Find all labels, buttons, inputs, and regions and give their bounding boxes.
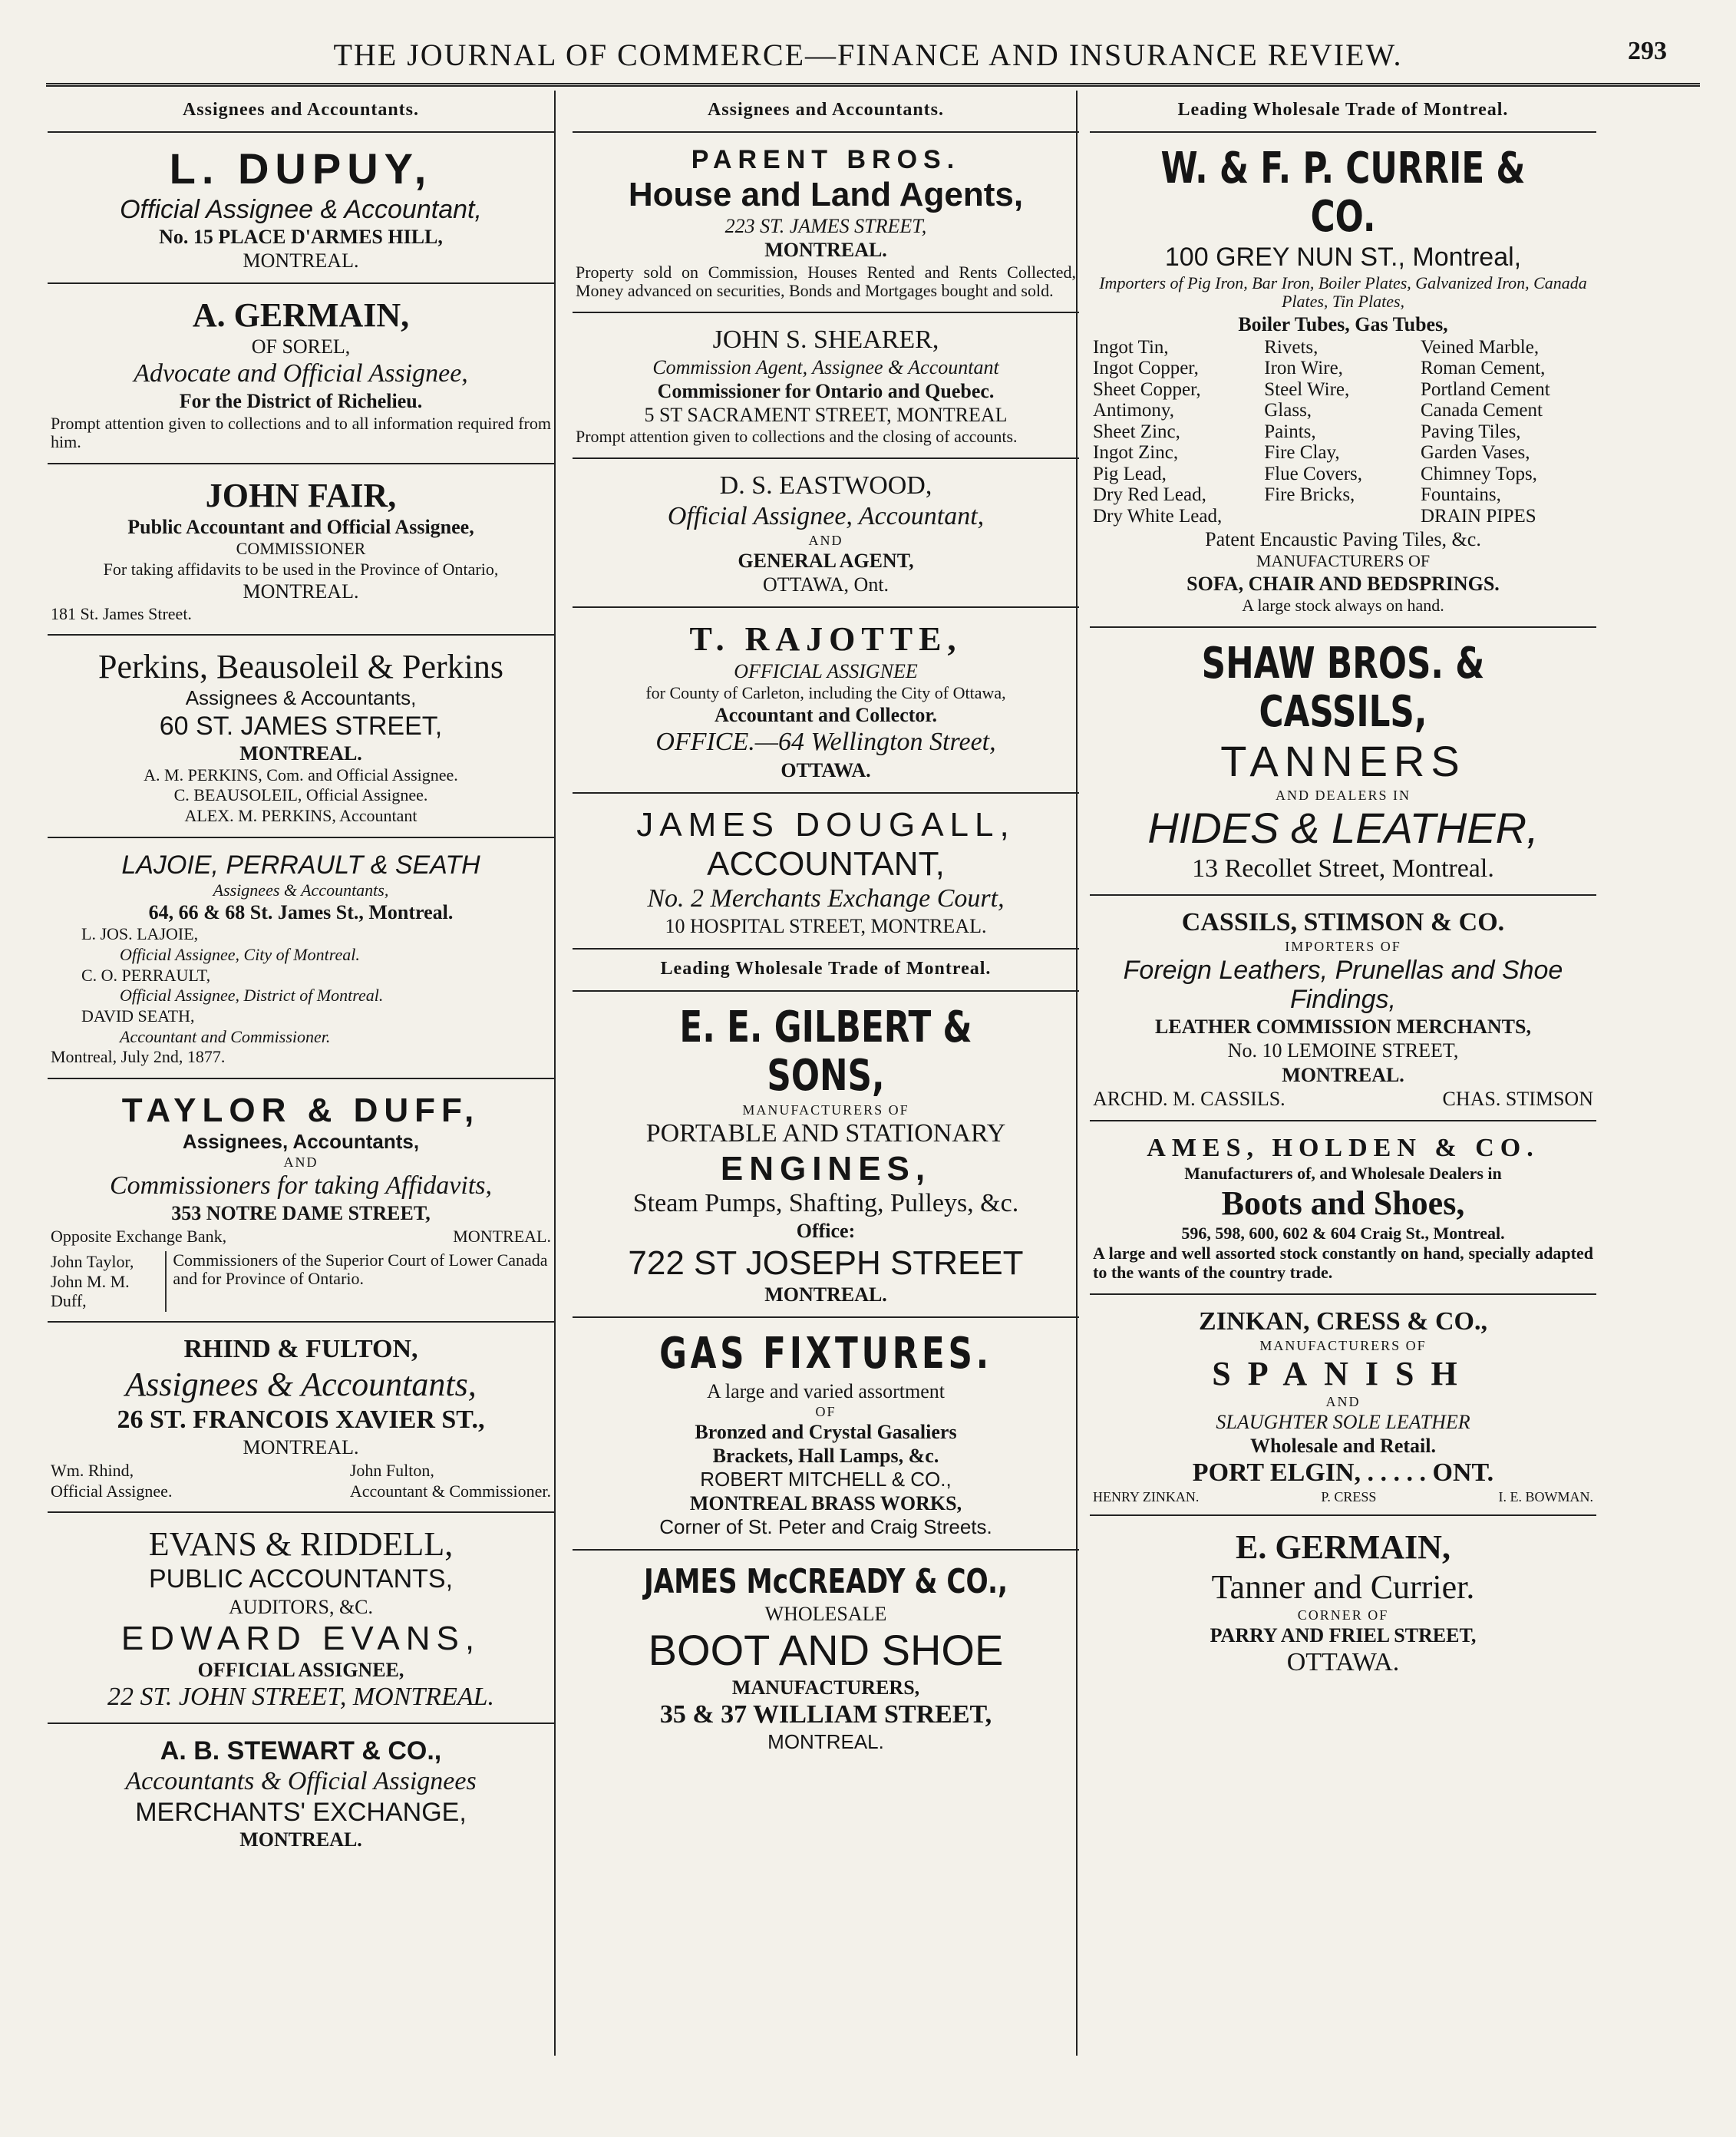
ad-role: PUBLIC ACCOUNTANTS, — [148, 1564, 454, 1594]
ad-partners — [51, 1460, 551, 1502]
ad-role: ACCOUNTANT, — [707, 844, 945, 883]
ad-name: E. E. GILBERT & SONS, — [679, 1002, 972, 1102]
ad-address: 35 & 37 WILLIAM STREET, — [659, 1699, 992, 1729]
ad-role: OFFICIAL ASSIGNEE — [734, 659, 918, 682]
ad-role: Official Assignee & Accountant, — [120, 194, 482, 224]
ad-line: Boots and Shoes, — [1221, 1184, 1465, 1223]
ad-partner-role: Accountant & Commissioner. — [349, 1481, 551, 1501]
ad-manufacturers: MANUFACTURERS OF — [1256, 551, 1431, 571]
ad-gas-fixtures — [573, 1318, 1079, 1551]
ad-note: Property sold on Commission, Houses Rented and Rents Collected, Money advanced on securities, Bonds and Mortgages bought and sold. — [576, 262, 1076, 301]
ad-role: Assignees & Accountants, — [185, 686, 417, 710]
ad-name: E. GERMAIN, — [1236, 1528, 1451, 1567]
ad-office: OFFICE.—64 Wellington Street, — [655, 728, 996, 757]
ad-evans-riddell — [48, 1513, 554, 1724]
ad-address: 13 Recollet Street, Montreal. — [1192, 854, 1494, 883]
ad-name: T. RAJOTTE, — [689, 620, 962, 659]
ad-title: COMMISSIONER — [236, 539, 366, 559]
product-item: Ingot Tin, — [1093, 336, 1169, 358]
ad-address: PARRY AND FRIEL STREET, — [1210, 1624, 1477, 1647]
ad-address2: 10 HOSPITAL STREET, MONTREAL. — [665, 915, 987, 938]
ad-city: OTTAWA. — [1286, 1648, 1400, 1677]
ad-county: for County of Carleton, including the City of Ottawa, — [645, 682, 1006, 702]
ad-title: OFFICIAL ASSIGNEE, — [197, 1658, 404, 1681]
ad-name: W. & F. P. CURRIE & CO. — [1160, 144, 1526, 242]
ad-office: Office: — [796, 1220, 856, 1243]
ad-city: OTTAWA. — [781, 758, 871, 781]
ad-line: SOFA, CHAIR AND BEDSPRINGS. — [1186, 573, 1500, 596]
product-item: DRAIN PIPES — [1420, 505, 1536, 527]
ad-partner-role: Official Assignee. — [51, 1481, 173, 1501]
ad-partner: HENRY ZINKAN. — [1093, 1489, 1200, 1505]
ad-rhind-fulton — [48, 1323, 554, 1513]
product-item: Paving Tiles, — [1420, 421, 1521, 442]
ad-line: SLAUGHTER SOLE LEATHER — [1216, 1411, 1470, 1434]
ad-name: A. GERMAIN, — [192, 296, 410, 335]
column-divider — [554, 91, 556, 2056]
ad-manufacturers: Manufacturers of, and Wholesale Dealers in — [1184, 1163, 1502, 1183]
ad-partners — [1093, 1489, 1593, 1505]
ad-germain-ottawa — [1090, 1516, 1596, 1688]
product-item: Fire Bricks, — [1264, 484, 1355, 506]
ad-city: MONTREAL. — [243, 580, 359, 603]
product-item — [1264, 506, 1414, 527]
product-item: Veined Marble, — [1420, 336, 1540, 358]
column-heading: Assignees and Accountants. — [48, 91, 554, 133]
column-2 — [573, 91, 1079, 1764]
ad-line: WHOLESALE — [764, 1602, 887, 1625]
ad-partner: John Fulton, — [349, 1460, 434, 1480]
ad-john-fair — [48, 464, 554, 636]
ad-role: Commission Agent, Assignee & Accountant — [652, 355, 999, 378]
ad-partner: C. BEAUSOLEIL, Official Assignee. — [173, 785, 428, 805]
ad-note: For taking affidavits to be used in the Province of Ontario, — [103, 559, 499, 579]
ad-district: For the District of Richelieu. — [179, 390, 423, 413]
ad-line: Tanner and Currier. — [1211, 1567, 1475, 1606]
ad-role2: AUDITORS, &C. — [228, 1595, 374, 1618]
product-item: Steel Wire, — [1264, 378, 1350, 400]
ad-city: OTTAWA, Ont. — [762, 573, 889, 596]
ad-line: PORTABLE AND STATIONARY — [645, 1118, 1006, 1148]
ad-line: TANNERS — [1220, 737, 1466, 786]
ad-role: Assignees, Accountants, — [182, 1130, 420, 1154]
ad-address: 26 ST. FRANCOIS XAVIER ST., — [117, 1405, 485, 1434]
ad-address: Corner of St. Peter and Craig Streets. — [659, 1515, 992, 1539]
ad-name: EVANS & RIDDELL, — [148, 1525, 454, 1564]
product-item: Garden Vases, — [1420, 442, 1530, 464]
ad-ames-holden — [1090, 1121, 1596, 1295]
ad-city: MONTREAL. — [767, 1729, 884, 1753]
ad-firm: ROBERT MITCHELL & CO., — [700, 1468, 952, 1491]
ad-parent-bros — [573, 133, 1079, 313]
ad-eastwood — [573, 459, 1079, 609]
product-item: Iron Wire, — [1264, 358, 1343, 379]
column-3 — [1090, 91, 1596, 1688]
product-list — [1093, 337, 1593, 527]
ad-role2: Accountant and Collector. — [714, 704, 938, 727]
ad-name: SHAW BROS. & CASSILS, — [1201, 638, 1485, 737]
ad-mccready — [573, 1551, 1079, 1763]
ad-address: 100 GREY NUN ST., Montreal, — [1164, 243, 1522, 272]
product-item: Pig Lead, — [1093, 463, 1167, 484]
ad-cassils — [1090, 896, 1596, 1121]
product-item: Canada Cement — [1420, 400, 1543, 421]
ad-address: 60 ST. JAMES STREET, — [159, 711, 443, 741]
ad-city: MONTREAL. — [239, 742, 362, 765]
ad-partner: ARCHD. M. CASSILS. — [1093, 1087, 1285, 1110]
ad-of: OF SOREL, — [251, 335, 351, 358]
product-item: Portland Cement — [1420, 378, 1550, 400]
ad-opposite-line — [51, 1227, 551, 1247]
ad-name: LAJOIE, PERRAULT & SEATH — [121, 850, 480, 880]
ad-commission: Commissioner for Ontario and Quebec. — [657, 380, 995, 402]
ad-name: PARENT BROS. — [691, 145, 961, 174]
ad-line: MANUFACTURERS, — [731, 1676, 920, 1699]
ad-role: Public Accountant and Official Assignee, — [127, 516, 474, 539]
ad-role: Accountants & Official Assignees — [125, 1767, 477, 1796]
ad-place: PORT ELGIN, . . . . . ONT. — [1192, 1458, 1494, 1488]
product-item: Chimney Tops, — [1420, 463, 1537, 484]
ad-importers: IMPORTERS OF — [1285, 939, 1401, 955]
ad-date: Montreal, July 2nd, 1877. — [51, 1047, 226, 1067]
product-item: Fountains, — [1420, 484, 1501, 506]
ad-partner-role: Official Assignee, City of Montreal. — [120, 945, 360, 965]
ad-manufacturers: MANUFACTURERS OF — [742, 1102, 909, 1118]
ad-address: No. 15 PLACE D'ARMES HILL, — [159, 225, 443, 248]
ad-role: Official Assignee, Accountant, — [667, 501, 985, 530]
ad-germain-sorel — [48, 284, 554, 464]
ad-and: AND — [808, 533, 843, 548]
ad-name: L. DUPUY, — [169, 144, 433, 193]
column-heading: Assignees and Accountants. — [573, 91, 1079, 133]
ad-tubes: Boiler Tubes, Gas Tubes, — [1238, 312, 1448, 335]
ad-address: No. 2 Merchants Exchange Court, — [647, 884, 1005, 913]
ad-partner: John M. M. Duff, — [51, 1272, 130, 1310]
ad-corner: CORNER OF — [1297, 1607, 1389, 1623]
ad-role: Assignees & Accountants, — [213, 880, 389, 900]
journal-title: THE JOURNAL OF COMMERCE—FINANCE AND INSURANCE REVIEW. — [333, 38, 1403, 72]
ad-line: BOOT AND SHOE — [648, 1625, 1004, 1674]
ad-person: EDWARD EVANS, — [120, 1619, 481, 1657]
ad-perkins — [48, 636, 554, 837]
ad-address: 722 ST JOSEPH STREET — [628, 1244, 1024, 1282]
ad-partner: I. E. BOWMAN. — [1498, 1489, 1593, 1505]
ad-name: RHIND & FULTON, — [183, 1335, 418, 1364]
ad-line: Bronzed and Crystal Gasaliers — [695, 1420, 957, 1443]
ad-stock: A large stock always on hand. — [1242, 596, 1444, 616]
ad-city: MONTREAL. — [764, 1283, 887, 1306]
ad-role2: GENERAL AGENT, — [738, 550, 914, 573]
ad-partner: Wm. Rhind, — [51, 1460, 134, 1480]
ad-partner-role: Accountant and Commissioner. — [120, 1026, 331, 1046]
ad-name: A. B. STEWART & CO., — [160, 1736, 442, 1766]
ad-currie — [1090, 133, 1596, 628]
ad-partner: John Taylor, — [51, 1251, 134, 1271]
ad-address: MERCHANTS' EXCHANGE, — [135, 1798, 467, 1828]
product-item: Ingot Copper, — [1093, 358, 1199, 379]
ad-of: OF — [815, 1403, 837, 1419]
ad-city: MONTREAL. — [243, 1435, 359, 1458]
ad-note: Prompt attention given to collections and the closing of accounts. — [576, 427, 1018, 447]
product-item: Sheet Copper, — [1093, 378, 1201, 400]
ad-name: CASSILS, STIMSON & CO. — [1181, 907, 1505, 936]
ad-city: MONTREAL. — [243, 249, 359, 272]
ad-address: 596, 598, 600, 602 & 604 Craig St., Montreal. — [1181, 1223, 1505, 1243]
ad-dougall — [573, 794, 1079, 950]
ad-city: MONTREAL. — [239, 1828, 362, 1851]
ad-name: JAMES DOUGALL, — [636, 805, 1015, 844]
product-item: Ingot Zinc, — [1093, 442, 1179, 464]
product-item: Glass, — [1264, 400, 1312, 421]
ad-role2: Commissioners for taking Affidavits, — [109, 1171, 493, 1201]
ad-dupuy — [48, 133, 554, 284]
ad-name: ZINKAN, CRESS & CO., — [1199, 1306, 1487, 1336]
product-item: Dry Red Lead, — [1093, 484, 1206, 506]
ad-name: JOHN FAIR, — [205, 476, 397, 514]
ad-line: Wholesale and Retail. — [1250, 1435, 1436, 1458]
ad-line: AND DEALERS IN — [1276, 788, 1411, 803]
ad-zinkan — [1090, 1295, 1596, 1517]
ad-city: MONTREAL. — [453, 1226, 551, 1246]
ad-line: ENGINES, — [720, 1150, 932, 1188]
column-1 — [48, 91, 554, 1861]
ad-commissioners — [51, 1251, 551, 1313]
product-item: Paints, — [1264, 421, 1316, 442]
ad-partner: CHAS. STIMSON — [1442, 1087, 1593, 1110]
ad-city: MONTREAL. — [1282, 1063, 1404, 1086]
product-item: Flue Covers, — [1264, 463, 1363, 484]
ad-name: JOHN S. SHEARER, — [712, 325, 939, 354]
ad-line: Brackets, Hall Lamps, &c. — [712, 1444, 939, 1467]
ad-note: A large and well assorted stock constantly on hand, specially adapted to the wants of the country trade. — [1093, 1244, 1593, 1282]
ad-city: MONTREAL. — [764, 239, 887, 262]
ad-name: GAS FIXTURES. — [659, 1328, 992, 1379]
ad-partners — [1093, 1088, 1593, 1111]
ad-line: SPANISH — [1212, 1354, 1474, 1392]
ad-shearer — [573, 313, 1079, 459]
ad-role: House and Land Agents, — [628, 176, 1024, 214]
product-item: Dry White Lead, — [1093, 505, 1223, 527]
ad-address: 353 NOTRE DAME STREET, — [171, 1202, 431, 1225]
ad-commission-note: Commissioners of the Superior Court of Lower Canada and for Province of Ontario. — [165, 1251, 551, 1313]
ad-rajotte — [573, 608, 1079, 793]
ad-name: TAYLOR & DUFF, — [121, 1091, 480, 1129]
ad-partner: L. JOS. LAJOIE, — [81, 924, 199, 944]
column-heading: Leading Wholesale Trade of Montreal. — [1090, 91, 1596, 133]
ad-partner: ALEX. M. PERKINS, Accountant — [184, 806, 417, 825]
ad-name: Perkins, Beausoleil & Perkins — [98, 648, 503, 686]
ad-address: No. 10 LEMOINE STREET, — [1227, 1039, 1459, 1062]
ad-address: 22 ST. JOHN STREET, MONTREAL. — [107, 1683, 495, 1712]
ad-partner: P. CRESS — [1321, 1489, 1377, 1505]
column-heading: Leading Wholesale Trade of Montreal. — [573, 950, 1079, 992]
ad-role: Assignees & Accountants, — [125, 1366, 477, 1404]
ad-partner: C. O. PERRAULT, — [81, 965, 211, 985]
ad-address: 5 ST SACRAMENT STREET, MONTREAL — [644, 404, 1008, 427]
ad-line: Foreign Leathers, Prunellas and Shoe Findings, — [1123, 956, 1563, 1015]
page-header — [0, 31, 1736, 77]
ad-taylor-duff — [48, 1079, 554, 1323]
ad-manufacturers: MANUFACTURERS OF — [1259, 1337, 1427, 1353]
ad-lajoie — [48, 838, 554, 1079]
ad-name: AMES, HOLDEN & CO. — [1147, 1133, 1540, 1162]
product-item: Antimony, — [1093, 400, 1175, 421]
ad-line: Steam Pumps, Shafting, Pulleys, &c. — [632, 1189, 1019, 1218]
ad-gilbert — [573, 992, 1079, 1318]
ad-opposite: Opposite Exchange Bank, — [51, 1226, 227, 1246]
product-item: Fire Clay, — [1264, 442, 1340, 464]
ad-shaw — [1090, 628, 1596, 896]
product-item: Rivets, — [1264, 336, 1319, 358]
ad-line: A large and varied assortment — [707, 1379, 945, 1402]
ad-partner: A. M. PERKINS, Com. and Official Assignee. — [144, 765, 458, 784]
ad-stewart — [48, 1724, 554, 1861]
product-item: Sheet Zinc, — [1093, 421, 1180, 442]
header-rule — [46, 83, 1700, 87]
ad-partner-role: Official Assignee, District of Montreal. — [120, 986, 384, 1006]
ad-role: Advocate and Official Assignee, — [134, 359, 468, 388]
ad-works: MONTREAL BRASS WORKS, — [689, 1492, 962, 1515]
ad-and: AND — [283, 1154, 318, 1171]
ad-note: Prompt attention given to collections and to all information required from him. — [51, 413, 551, 452]
ad-tiles: Patent Encaustic Paving Tiles, &c. — [1205, 528, 1481, 551]
page-number: 293 — [1628, 37, 1667, 65]
ad-and: AND — [1325, 1394, 1361, 1410]
ad-name: D. S. EASTWOOD, — [719, 471, 932, 500]
ad-importers: Importers of Pig Iron, Bar Iron, Boiler Plates, Galvanized Iron, Canada Plates, Tin Plates, — [1099, 272, 1587, 312]
ad-line: HIDES & LEATHER, — [1147, 804, 1539, 853]
product-item: Roman Cement, — [1420, 358, 1546, 379]
ad-name: JAMES McCREADY & CO., — [643, 1562, 1008, 1602]
ad-address: 223 ST. JAMES STREET, — [724, 215, 927, 238]
ad-partner: DAVID SEATH, — [81, 1006, 195, 1026]
ad-address: 181 St. James Street. — [51, 603, 192, 623]
ad-line: LEATHER COMMISSION MERCHANTS, — [1155, 1016, 1531, 1039]
ad-address: 64, 66 & 68 St. James St., Montreal. — [148, 901, 454, 924]
